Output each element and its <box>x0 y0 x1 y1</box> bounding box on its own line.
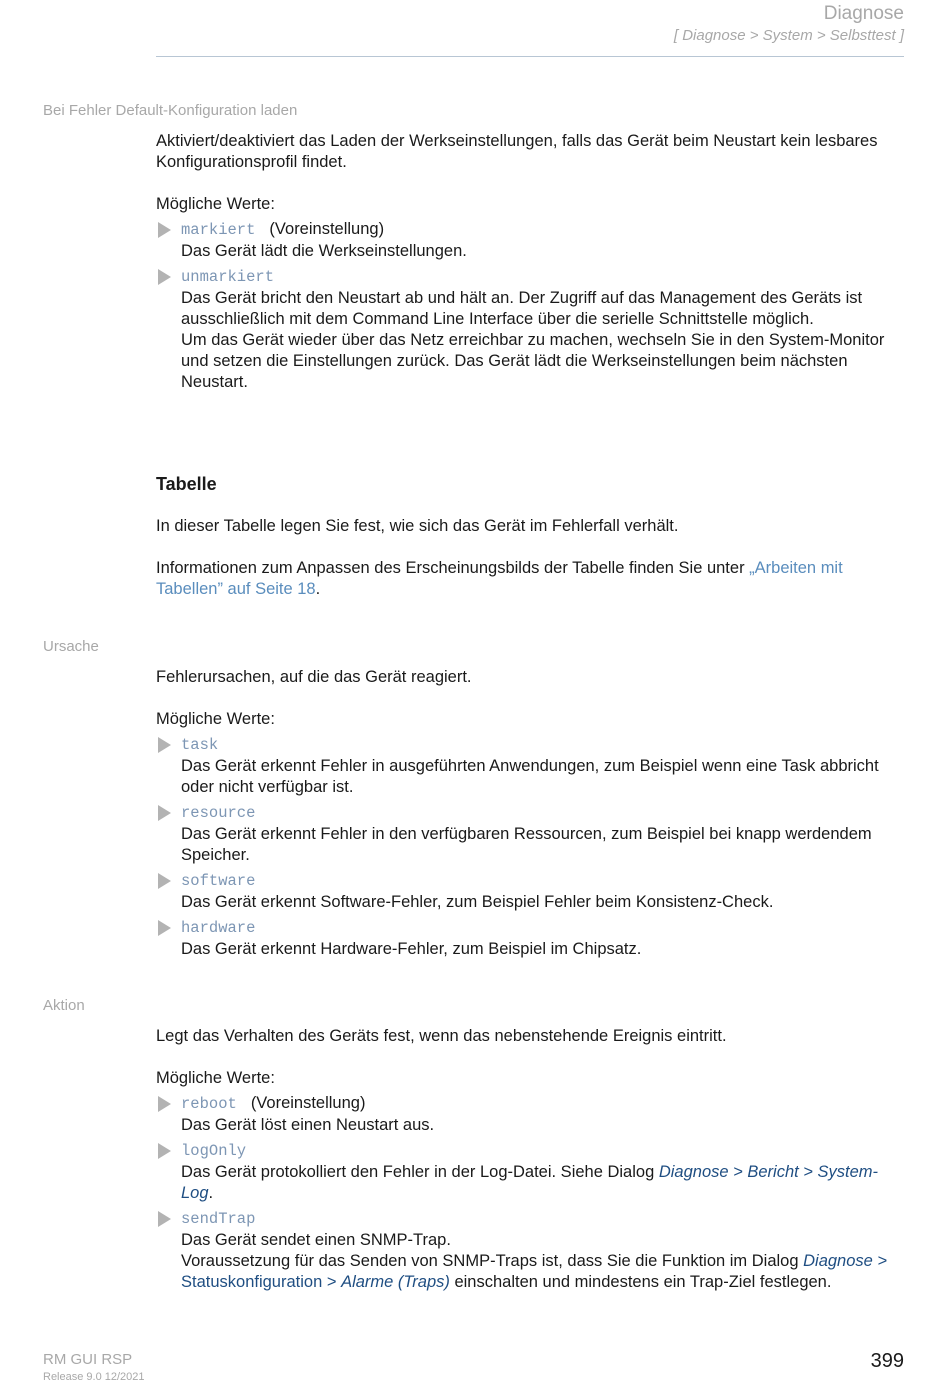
page-number: 399 <box>870 1350 904 1372</box>
value-item-task <box>156 734 904 798</box>
value-description: Das Gerät sendet einen SNMP-Trap. <box>181 1231 451 1249</box>
section-cause <box>156 667 904 960</box>
values-label: Mögliche Werte: <box>156 1069 275 1087</box>
value-description: Das Gerät erkennt Hardware-Fehler, zum Beispiel im Chipsatz. <box>181 940 642 958</box>
bullet-triangle-icon <box>158 737 171 753</box>
default-marker: (Voreinstellung) <box>250 1094 366 1112</box>
value-description: Das Gerät erkennt Software-Fehler, zum Beispiel Fehler beim Konsistenz-Check. <box>181 893 774 911</box>
prerequisite-suffix: einschalten und mindestens ein Trap-Ziel festlegen. <box>449 1273 832 1291</box>
value-item-hardware <box>156 917 904 960</box>
side-label-cause: Ursache <box>43 638 99 655</box>
bullet-triangle-icon <box>158 1211 171 1227</box>
bullet-triangle-icon <box>158 873 171 889</box>
bullet-triangle-icon <box>158 805 171 821</box>
side-label-action: Aktion <box>43 997 85 1014</box>
bullet-triangle-icon <box>158 269 171 285</box>
value-description: Das Gerät bricht den Neustart ab und hält an. Der Zugriff auf das Management des Geräts ist ausschließlich mit dem Command Line Interface über die serielle Schnittstelle möglich. <box>181 289 863 328</box>
value-description: Das Gerät lädt die Werkseinstellungen. <box>181 242 467 260</box>
value-item-sendtrap <box>156 1208 904 1293</box>
value-description: Das Gerät löst einen Neustart aus. <box>181 1116 435 1134</box>
dialog-path-link[interactable]: Diagnose > <box>803 1252 888 1270</box>
cross-reference-link[interactable]: „Arbeiten mit Tabellen” auf Seite 18 <box>156 559 843 598</box>
value-description: Das Gerät protokolliert den Fehler in der Log-Datei. Siehe Dialog <box>181 1163 659 1181</box>
bullet-triangle-icon <box>158 222 171 238</box>
dialog-path-separator: > <box>322 1273 342 1291</box>
info-text: Informationen zum Anpassen des Erscheinungsbilds der Tabelle finden Sie unter <box>156 559 750 577</box>
bullet-triangle-icon <box>158 1096 171 1112</box>
dialog-path-link[interactable]: Diagnose > Bericht > System-Log <box>181 1163 879 1202</box>
prerequisite-text: Voraussetzung für das Senden von SNMP-Traps ist, dass Sie die Funktion im Dialog <box>181 1252 804 1270</box>
description: Legt das Verhalten des Geräts fest, wenn das nebenstehende Ereignis eintritt. <box>156 1027 727 1045</box>
dialog-path-link-alarms[interactable]: Alarme (Traps) <box>341 1273 450 1291</box>
value-item-logonly <box>156 1140 904 1204</box>
value-code: resource <box>181 804 256 822</box>
value-item-markiert <box>156 219 904 262</box>
default-marker: (Voreinstellung) <box>269 220 385 238</box>
value-code: markiert <box>181 221 256 239</box>
bullet-triangle-icon <box>158 920 171 936</box>
value-code: hardware <box>181 919 256 937</box>
header-divider <box>156 56 904 57</box>
value-description: Das Gerät erkennt Fehler in ausgeführten Anwendungen, zum Beispiel wenn eine Task abbricht oder nicht verfügbar ist. <box>181 757 879 796</box>
section-heading: Tabelle <box>156 474 217 494</box>
footer-release: Release 9.0 12/2021 <box>43 1371 145 1383</box>
value-code: task <box>181 736 219 754</box>
value-item-resource <box>156 802 904 866</box>
section-table <box>156 474 904 600</box>
page-header-title: Diagnose <box>823 3 904 24</box>
value-code: logOnly <box>181 1142 247 1160</box>
bullet-triangle-icon <box>158 1143 171 1159</box>
value-description: Das Gerät erkennt Fehler in den verfügbaren Ressourcen, zum Beispiel bei knapp werdendem Speicher. <box>181 825 872 864</box>
table-description: In dieser Tabelle legen Sie fest, wie sich das Gerät im Fehlerfall verhält. <box>156 517 679 535</box>
value-item-reboot <box>156 1093 904 1136</box>
side-label-default-config: Bei Fehler Default-Konfiguration laden <box>43 102 298 119</box>
section-default-config <box>156 131 904 393</box>
description: Aktiviert/deaktiviert das Laden der Werkseinstellungen, falls das Gerät beim Neustart kein lesbares Konfigurationsprofil findet. <box>156 132 878 171</box>
info-suffix: . <box>315 580 321 598</box>
values-label: Mögliche Werte: <box>156 195 275 213</box>
breadcrumb: [ Diagnose > System > Selbsttest ] <box>673 27 904 44</box>
value-code: software <box>181 872 256 890</box>
description: Fehlerursachen, auf die das Gerät reagiert. <box>156 668 472 686</box>
description-suffix: . <box>208 1184 214 1202</box>
value-description-extra: Um das Gerät wieder über das Netz erreichbar zu machen, wechseln Sie in den System-Monitor und setzen die Einstellungen zurück. Das Gerät lädt die Werkseinstellungen beim nächsten Neustart. <box>181 331 885 391</box>
value-item-unmarkiert <box>156 266 904 393</box>
value-code: unmarkiert <box>181 268 275 286</box>
values-label: Mögliche Werte: <box>156 710 275 728</box>
value-item-software <box>156 870 904 913</box>
dialog-path-link-status[interactable]: Statuskonfiguration <box>181 1273 323 1291</box>
section-action <box>156 1026 904 1293</box>
footer-product: RM GUI RSP <box>43 1351 133 1368</box>
value-code: sendTrap <box>181 1210 256 1228</box>
table-info <box>156 558 904 600</box>
value-code: reboot <box>181 1095 237 1113</box>
